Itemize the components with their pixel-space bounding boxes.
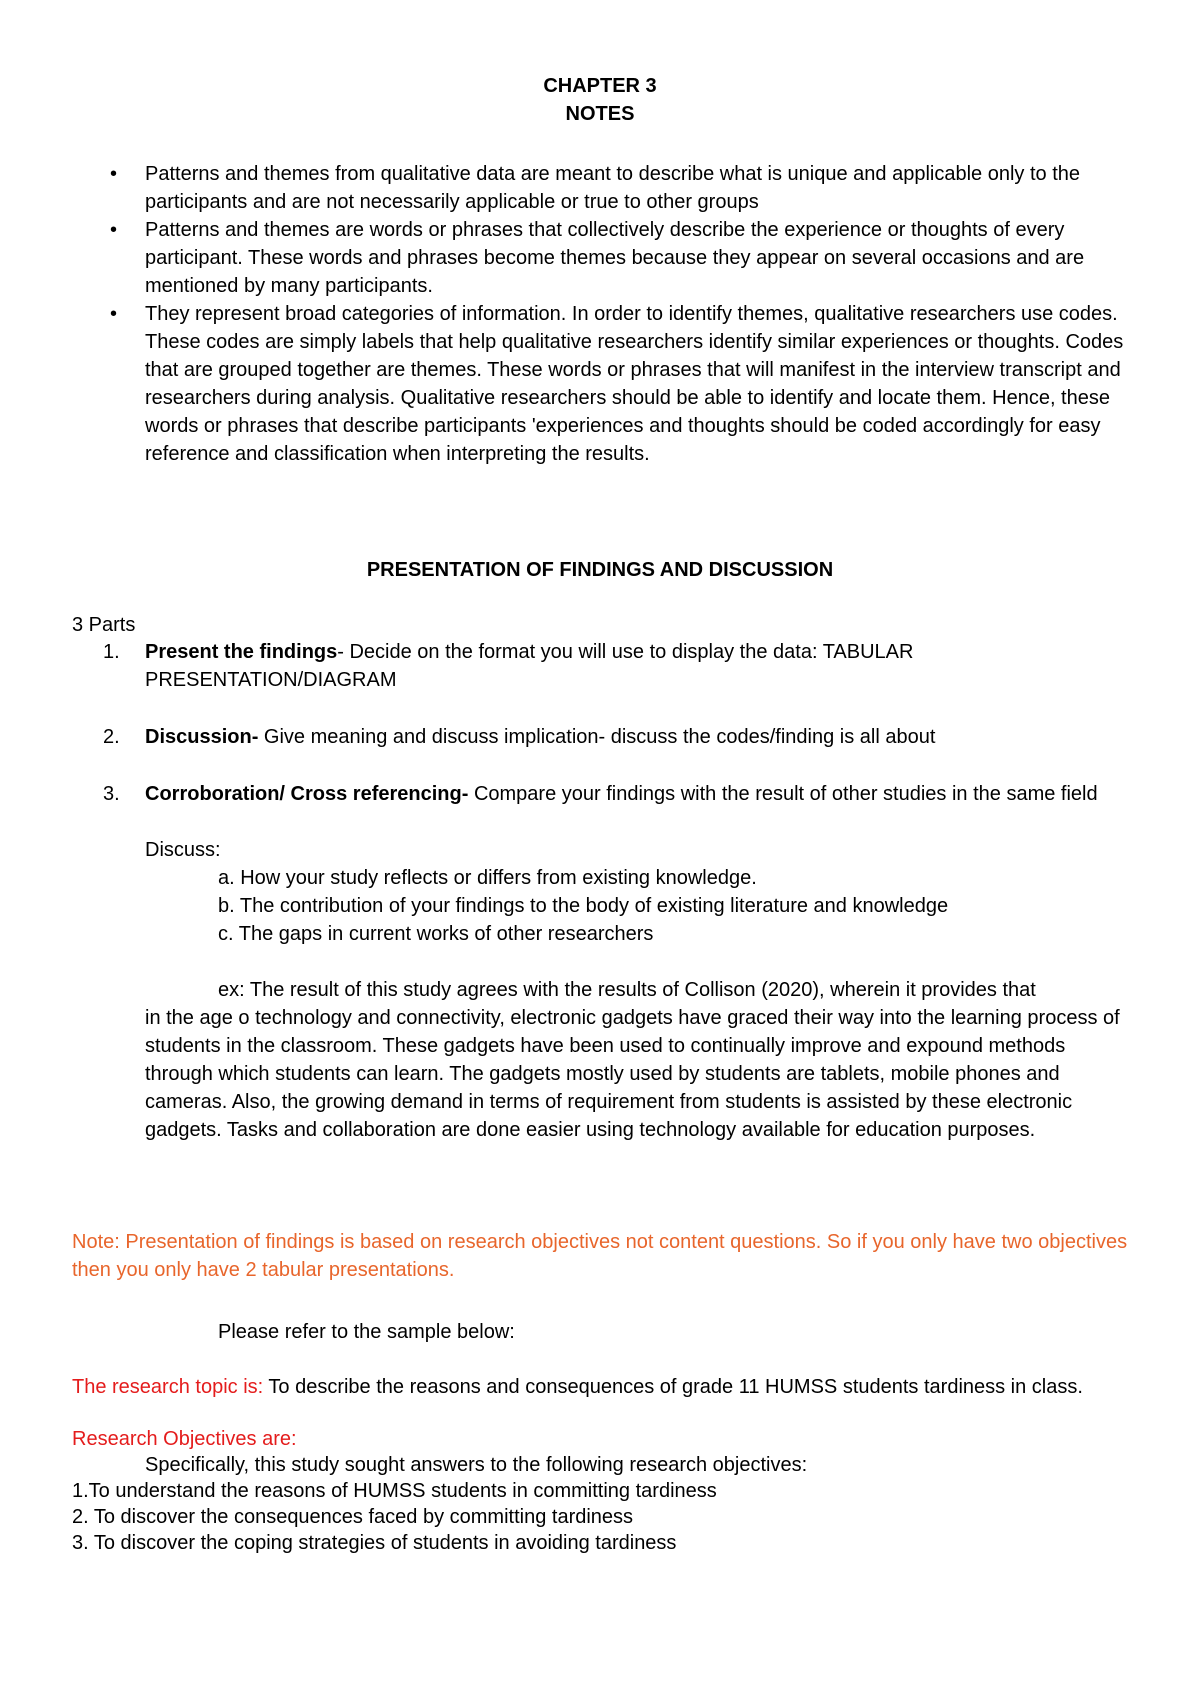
refer-text: Please refer to the sample below: bbox=[218, 1321, 515, 1343]
part-text: Compare your findings with the result of other studies in the same field bbox=[468, 783, 1098, 805]
objectives-label: Research Objectives are: bbox=[72, 1428, 297, 1450]
part-item bbox=[145, 780, 1135, 808]
topic-label: The research topic is: bbox=[72, 1376, 264, 1398]
example-paragraph: in the age o technology and connectivity, electronic gadgets have graced their way into the learning process of students in the classroom. These gadgets have been used to continually improve and expound methods through which students can learn. The gadgets mostly used by students are tablets, mobile phones and cameras. Also, the growing demand in terms of requirement from students is assisted by these electronic gadgets. Tasks and collaboration are done easier using technology available for education purposes. bbox=[145, 1007, 1120, 1141]
part-number: 3. bbox=[103, 783, 120, 805]
discuss-label: Discuss: bbox=[145, 839, 221, 861]
topic-text: To describe the reasons and consequences of grade 11 HUMSS students tardiness in class. bbox=[263, 1376, 1083, 1398]
bullet-item: Patterns and themes are words or phrases that collectively describe the experience or thoughts of every participant. These words and phrases become themes because they appear on several occasions and are mentioned by many participants. bbox=[145, 219, 1085, 297]
objective-item: 3. To discover the coping strategies of students in avoiding tardiness bbox=[72, 1532, 677, 1554]
bullet-marker: • bbox=[110, 163, 118, 185]
notes-heading: NOTES bbox=[565, 103, 635, 125]
note-text: Note: Presentation of findings is based on research objectives not content questions. So if you only have two objectives then you only have 2 tabular presentations. bbox=[72, 1231, 1128, 1281]
part-title: Corroboration/ Cross referencing- bbox=[145, 783, 469, 805]
objectives-intro: Specifically, this study sought answers to the following research objectives: bbox=[145, 1454, 808, 1476]
bullet-item: They represent broad categories of information. In order to identify themes, qualitative researchers use codes. These codes are simply labels that help qualitative researchers identify similar experiences or thoughts. Codes that are grouped together are themes. These words or phrases that will manifest in the interview transcript and researchers during analysis. Qualitative researchers should be able to identify and locate them. Hence, these words or phrases that describe participants 'experiences and thoughts should be coded accordingly for easy reference and classification when interpreting the results. bbox=[145, 303, 1124, 465]
discuss-item: b. The contribution of your findings to the body of existing literature and knowledge bbox=[218, 895, 949, 917]
part-number: 1. bbox=[103, 641, 120, 663]
objective-item: 2. To discover the consequences faced by committing tardiness bbox=[72, 1506, 634, 1528]
bullet-marker: • bbox=[110, 303, 118, 325]
chapter-heading: CHAPTER 3 bbox=[543, 75, 657, 97]
part-title: Present the findings bbox=[145, 641, 338, 663]
part-item bbox=[145, 638, 1135, 694]
part-text: Give meaning and discuss implication- discuss the codes/finding is all about bbox=[258, 726, 936, 748]
bullet-marker: • bbox=[110, 219, 118, 241]
part-number: 2. bbox=[103, 726, 120, 748]
part-item bbox=[145, 723, 1135, 751]
discuss-item: c. The gaps in current works of other researchers bbox=[218, 923, 654, 945]
part-title: Discussion- bbox=[145, 726, 259, 748]
research-topic bbox=[72, 1375, 1132, 1399]
parts-label: 3 Parts bbox=[72, 614, 136, 636]
discuss-item: a. How your study reflects or differs from existing knowledge. bbox=[218, 867, 757, 889]
example-first-line: ex: The result of this study agrees with the results of Collison (2020), wherein it provides that bbox=[218, 979, 1036, 1001]
part-text: - Decide on the format you will use to display the data: TABULAR PRESENTATION/DIAGRAM bbox=[145, 641, 914, 691]
section-title: PRESENTATION OF FINDINGS AND DISCUSSION bbox=[366, 559, 834, 581]
bullet-item: Patterns and themes from qualitative data are meant to describe what is unique and applicable only to the participants and are not necessarily applicable or true to other groups bbox=[145, 163, 1081, 213]
objective-item: 1.To understand the reasons of HUMSS students in committing tardiness bbox=[72, 1480, 717, 1502]
